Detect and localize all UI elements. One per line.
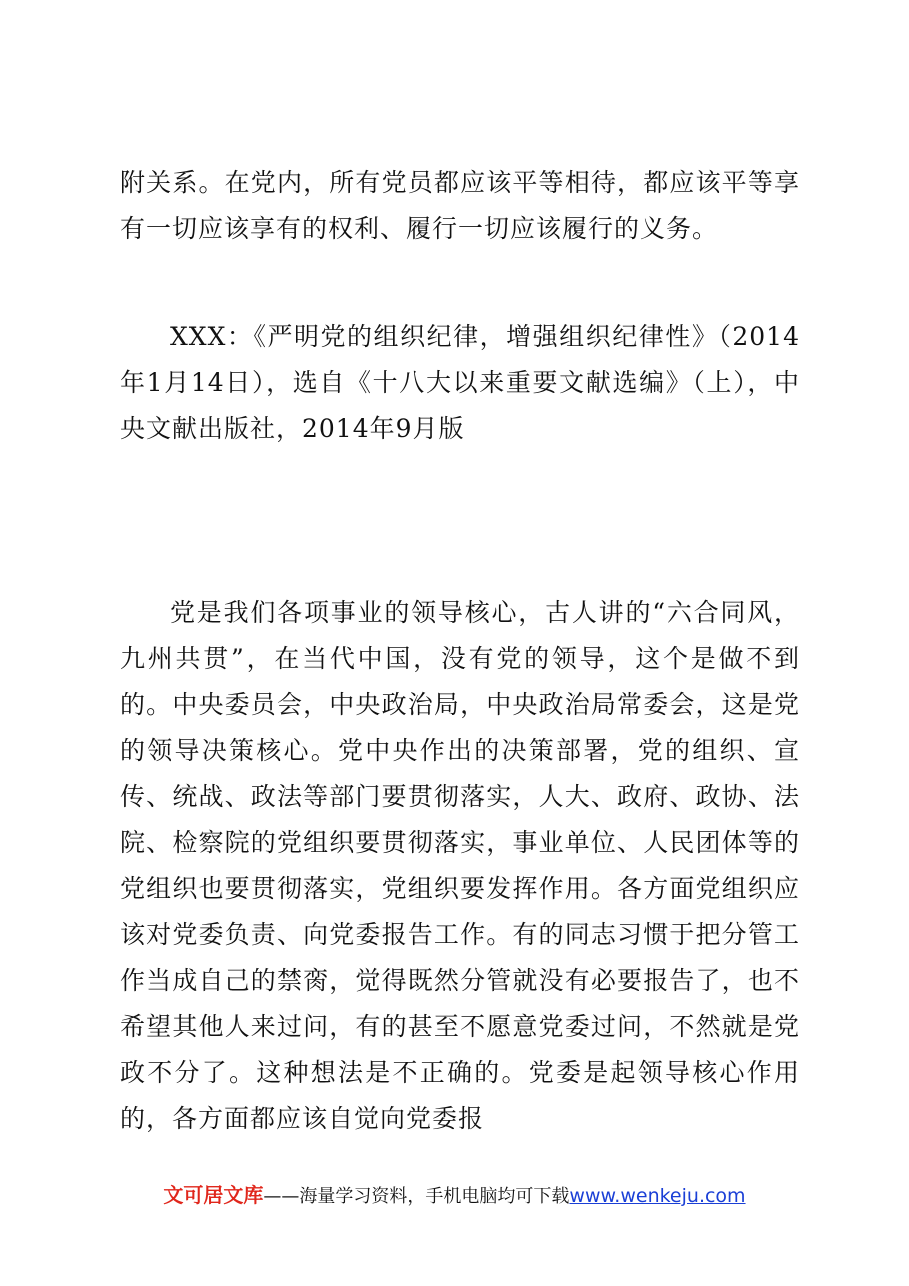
page-footer <box>0 1180 909 1212</box>
citation-paragraph: XXX：《严明党的组织纪律，增强组织纪律性》（2014年1月14日），选自《十八大以来重要文献选编》（上），中央文献出版社，2014年9月版 <box>120 322 800 443</box>
footer-tagline: ——海量学习资料，手机电脑均可下载 <box>263 1186 570 1207</box>
body-paragraph: 党是我们各项事业的领导核心，古人讲的“六合同风，九州共贯”，在当代中国，没有党的领导，这个是做不到的。中央委员会，中央政治局，中央政治局常委会，这是党的领导决策核心。党中央作出的决策部署，党的组织、宣传、统战、政法等部门要贯彻落实，人大、政府、政协、法院、检察院的党组织要贯彻落实，事业单位、人民团体等的党组织也要贯彻落实，党组织要发挥作用。各方面党组织应该对党委负责、向党委报告工作。有的同志习惯于把分管工作当成自己的禁脔，觉得既然分管就没有必要报告了，也不希望其他人来过问，有的甚至不愿意党委过问，不然就是党政不分了。这种想法是不正确的。党委是起领导核心作用的，各方面都应该自觉向党委报 <box>120 598 800 1133</box>
paragraph-continuation: 附关系。在党内，所有党员都应该平等相待，都应该平等享有一切应该享有的权利、履行一切应该履行的义务。 <box>120 168 800 243</box>
footer-brand: 文可居文库 <box>163 1183 264 1207</box>
footer-link[interactable]: www.wenkeju.com <box>569 1185 746 1207</box>
